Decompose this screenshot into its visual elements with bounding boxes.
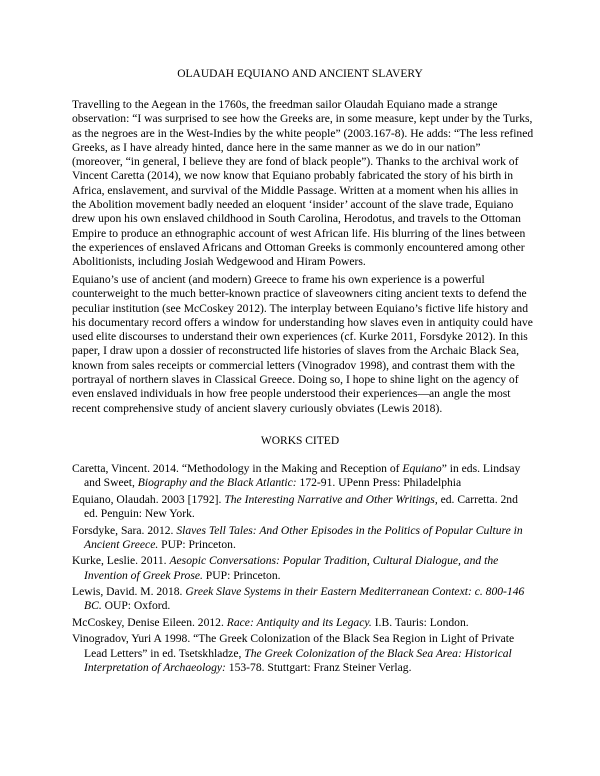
reference-entry xyxy=(72,554,534,583)
reference-text: I.B. Tauris: London. xyxy=(371,615,469,629)
reference-italic: Greek Slave Systems in their Eastern Mediterranean Context: c. 800-146 BC. xyxy=(84,585,525,613)
reference-text: PUP: Princeton. xyxy=(158,537,236,551)
reference-text: Forsdyke, Sara. 2012. xyxy=(72,523,177,537)
page-title: OLAUDAH EQUIANO AND ANCIENT SLAVERY xyxy=(177,68,423,80)
reference-text: Caretta, Vincent. 2014. “Methodology in the Making and Reception of xyxy=(72,462,403,475)
reference-entry xyxy=(72,585,534,614)
reference-text: McCoskey, Denise Eileen. 2012. xyxy=(72,615,227,629)
body-paragraph-2: Equiano’s use of ancient (and modern) Greece to frame his own experience is a powerful counterweight to the much better-known practice of slaveowners citing ancient texts to defend the peculiar institution (see McCoskey 2012). The interplay between Equiano’s fictive life history and his documentary record offers a window for understanding how slaves even in antiquity could have used elite discourses to understand their own experiences (cf. Kurke 2011, Forsdyke 2012). In this paper, I draw upon a dossier of reconstructed life histories of slaves from the Archaic Black Sea, known from sales receipts or commercial letters (Vinogradov 1998), and contrast them with the portrayal of northern slaves in Classical Greece. Doing so, I hope to shine light on the agency of even enslaved individuals in how free people understood their experiences—an angle the most recent comprehensive study of ancient slavery curiously obviates (Lewis 2018). xyxy=(72,273,533,415)
reference-italic: Race: Antiquity and its Legacy. xyxy=(226,615,372,629)
reference-italic: Biography and the Black Atlantic: xyxy=(137,476,297,490)
reference-italic: Equiano xyxy=(402,462,442,475)
body-paragraph-1: Travelling to the Aegean in the 1760s, the freedman sailor Olaudah Equiano made a strange observation: “I was surprised to see how the Greeks are, in some measure, kept under by the Turks, as the negroes are in the West-Indies by the white people” (2003.167-8). He adds: “The less refined Greeks, as I have already hinted, dance here in the same manner as we do in our nation” (moreover, “in general, I believe they are fond of black people”). Thanks to the archival work of Vincent Caretta (2014), we now know that Equiano probably fabricated the story of his birth in Africa, enslavement, and survival of the Middle Passage. Written at a moment when his allies in the Abolition movement badly needed an eloquent ‘insider’ account of the slave trade, Equiano drew upon his own enslaved childhood in South Carolina, Herodotus, and travels to the Ottoman Empire to produce an ethnographic account of west African life. His blurring of the lines between the experiences of enslaved Africans and Ottoman Greeks is commonly encountered among other Abolitionists, including Josiah Wedgewood and Hiram Powers. xyxy=(72,98,534,269)
works-cited-list xyxy=(72,462,534,677)
reference-text: Vinogradov, Yuri A 1998. “The Greek Colonization of the Black Sea Region in Light of Private Lead Letters” in ed. Tsetskhladze, xyxy=(72,632,515,660)
reference-text: 153-78. Stuttgart: Franz Steiner Verlag. xyxy=(225,660,412,674)
reference-entry xyxy=(72,616,534,630)
reference-entry xyxy=(72,524,534,553)
reference-text: PUP: Princeton. xyxy=(202,568,281,582)
reference-italic: Aesopic Conversations: Popular Tradition, Cultural Dialogue, and the Invention of Greek Prose. xyxy=(84,554,499,582)
reference-entry xyxy=(72,493,534,522)
reference-italic: The Greek Colonization of the Black Sea Area: Historical Interpretation of Archaeology: xyxy=(84,646,512,674)
reference-text: Lewis, David. M. 2018. xyxy=(72,585,186,599)
reference-text: Equiano, Olaudah. 2003 [1792]. xyxy=(72,492,225,506)
reference-text: OUP: Oxford. xyxy=(101,599,171,613)
reference-entry xyxy=(72,632,534,675)
reference-text: Kurke, Leslie. 2011. xyxy=(72,554,170,568)
reference-text: ” in eds. Lindsay and Sweet, xyxy=(84,462,521,490)
reference-text: ed. Carretta. 2nd ed. Penguin: New York. xyxy=(84,492,518,521)
reference-italic: The Interesting Narrative and Other Writings, xyxy=(224,492,438,506)
works-cited-heading: WORKS CITED xyxy=(260,435,340,447)
reference-entry xyxy=(72,462,534,491)
reference-italic: Slaves Tell Tales: And Other Episodes in the Politics of Popular Culture in Ancient Greece. xyxy=(84,523,523,551)
reference-text: 172-91. UPenn Press: Philadelphia xyxy=(296,476,462,490)
